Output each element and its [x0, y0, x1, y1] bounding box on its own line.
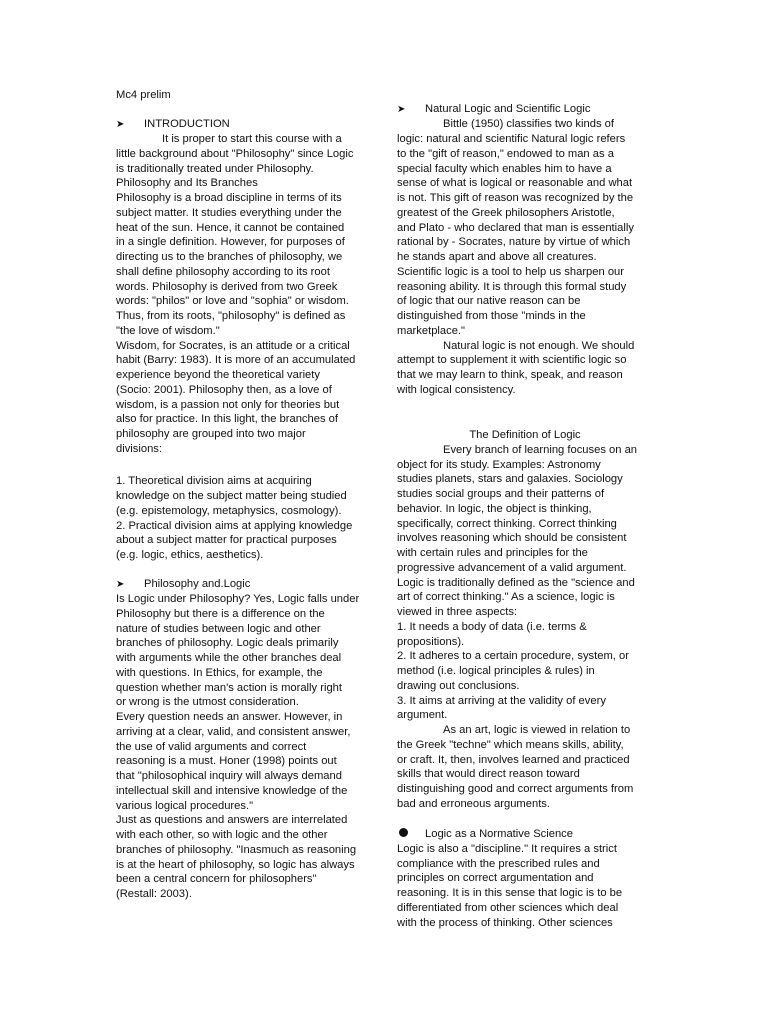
paragraph-line: Wisdom, for Socrates, is an attitude or a critical — [116, 340, 350, 352]
paragraph-line: branches of philosophy. Logic deals primarily — [116, 637, 339, 649]
paragraph-line: with logical consistency. — [397, 384, 516, 396]
list-item: 1. It needs a body of data (i.e. terms & — [397, 621, 587, 633]
paragraph-line: wisdom, is a passion not only for theories but — [116, 399, 340, 411]
paragraph-line: marketplace." — [397, 325, 466, 337]
introduction-heading: ➤ INTRODUCTION — [116, 117, 230, 133]
paragraph-line: As an art, logic is viewed in relation to — [443, 724, 631, 736]
paragraph-line: philosophy are grouped into two major — [116, 428, 306, 440]
paragraph-line: been a central concern for philosophers" — [116, 873, 317, 885]
paragraph-line: attempt to supplement it with scientific logic so — [397, 354, 627, 366]
list-item: 3. It aims at arriving at the validity of every — [397, 695, 606, 707]
paragraph-line: intellectual skill and intensive knowledge of the — [116, 785, 348, 797]
paragraph-line: is traditionally treated under Philosophy. — [116, 163, 314, 175]
list-item: 2. It adheres to a certain procedure, system, or — [397, 650, 629, 662]
paragraph-line: heat of the sun. Hence, it cannot be contained — [116, 222, 345, 234]
paragraph-line: little background about "Philosophy" since Logic — [116, 148, 354, 160]
paragraph-line: reasoning. It is in this sense that logic is to be — [397, 887, 623, 899]
paragraph-line: with each other, so with logic and the other — [116, 829, 328, 841]
paragraph-line: is at the heart of philosophy, so logic has always — [116, 859, 355, 871]
paragraph-line: Natural logic is not enough. We should — [443, 340, 635, 352]
list-item: 1. Theoretical division aims at acquiring — [116, 475, 312, 487]
paragraph-line: (Socio: 2001). Philosophy then, as a love of — [116, 384, 332, 396]
paragraph-line: also for practice. In this light, the branches of — [116, 413, 339, 425]
paragraph-line: of logic that our native reason can be — [397, 295, 581, 307]
paragraph-line: principles on correct argumentation and — [397, 872, 594, 884]
paragraph-line: Thus, from its roots, "philosophy" is defined as — [116, 310, 346, 322]
paragraph-line: with certain rules and principles for the — [397, 547, 588, 559]
paragraph-line: logic: natural and scientific Natural logic refers — [397, 133, 626, 145]
paragraph-line: differentiated from other sciences which deal — [397, 902, 619, 914]
paragraph-line: distinguished from those "minds in the — [397, 310, 586, 322]
paragraph-line: that we may learn to think, speak, and reason — [397, 369, 623, 381]
paragraph-line: Logic is traditionally defined as the "science and — [397, 577, 635, 589]
paragraph-line: habit (Barry: 1983). It is more of an accumulated — [116, 354, 356, 366]
round-bullet-icon — [399, 828, 408, 837]
paragraph-line: distinguishing good and correct arguments from — [397, 783, 634, 795]
paragraph-line: special faculty which enables him to have a — [397, 163, 612, 175]
list-item: propositions). — [397, 636, 465, 648]
paragraph-line: with questions. In Ethics, for example, the — [116, 667, 323, 679]
paragraph-line: words: "philos" or love and "sophia" or wisdom. — [116, 295, 349, 307]
definition-heading: The Definition of Logic — [469, 429, 581, 441]
paragraph-line: Philosophy is a broad discipline in terms of its — [116, 192, 342, 204]
paragraph-line: object for its study. Examples: Astronomy — [397, 459, 601, 471]
paragraph-line: sense of what is logical or reasonable and what — [397, 177, 633, 189]
paragraph-line: reasoning is a must. Honer (1998) points out — [116, 755, 337, 767]
paragraph-line: with arguments while the other branches deal — [116, 652, 342, 664]
list-item: about a subject matter for practical purposes — [116, 534, 337, 546]
paragraph-line: Bittle (1950) classifies two kinds of — [443, 118, 614, 130]
paragraph-line: the Greek "techne" which means skills, ability, — [397, 739, 624, 751]
paragraph-line: he stands apart and above all creatures. — [397, 251, 597, 263]
paragraph-line: greatest of the Greek philosophers Aristotle, — [397, 207, 615, 219]
paragraph-line: specifically, correct thinking. Correct thinking — [397, 518, 617, 530]
paragraph-line: Scientific logic is a tool to help us sharpen our — [397, 266, 624, 278]
list-item: knowledge on the subject matter being studied — [116, 490, 347, 502]
arrow-bullet-icon: ➤ — [116, 579, 125, 590]
paragraph-line: "the love of wisdom." — [116, 325, 220, 337]
paragraph-line: Philosophy but there is a difference on the — [116, 608, 325, 620]
list-item: method (i.e. logical principles & rules) in — [397, 665, 595, 677]
arrow-bullet-icon: ➤ — [116, 119, 125, 130]
paragraph-line: studies social groups and their patterns of — [397, 488, 605, 500]
paragraph-line: branches of philosophy. "Inasmuch as reasoning — [116, 844, 357, 856]
paragraph-line: in a single definition. However, for purposes of — [116, 236, 345, 248]
document-title: Mc4 prelim — [116, 89, 171, 101]
paragraph-line: progressive advancement of a valid argument. — [397, 562, 627, 574]
paragraph-line: behavior. In logic, the object is thinking, — [397, 503, 592, 515]
paragraph-line: divisions: — [116, 443, 163, 455]
philosophy-logic-heading: ➤ Philosophy and.Logic — [116, 577, 250, 593]
paragraph-line: to the "gift of reason," endowed to man as a — [397, 148, 614, 160]
paragraph-line: Logic is also a "discipline." It requires a strict — [397, 843, 617, 855]
arrow-bullet-icon: ➤ — [397, 104, 406, 115]
paragraph-line: question whether man's action is morally right — [116, 682, 342, 694]
paragraph-line: Every branch of learning focuses on an — [443, 444, 638, 456]
list-item: (e.g. epistemology, metaphysics, cosmology). — [116, 505, 342, 517]
paragraph-line: directing us to the branches of philosophy, we — [116, 251, 343, 263]
paragraph-line: studies planets, stars and galaxies. Sociology — [397, 473, 623, 485]
paragraph-line: experience beyond the theoretical variety — [116, 369, 320, 381]
paragraph-line: bad and erroneous arguments. — [397, 798, 550, 810]
section-heading: Philosophy and Its Branches — [116, 177, 258, 189]
list-item: drawing out conclusions. — [397, 680, 520, 692]
normative-science-heading: Logic as a Normative Science — [397, 827, 573, 842]
paragraph-line: shall define philosophy according to its root — [116, 266, 330, 278]
paragraph-line: or wrong is the utmost consideration. — [116, 696, 299, 708]
paragraph-line: Every question needs an answer. However, in — [116, 711, 343, 723]
paragraph-line: nature of studies between logic and other — [116, 623, 321, 635]
list-item: 2. Practical division aims at applying knowledge — [116, 520, 353, 532]
paragraph-line: compliance with the prescribed rules and — [397, 858, 600, 870]
paragraph-line: rational by - Socrates, nature by virtue of which — [397, 236, 631, 248]
paragraph-line: skills that would direct reason toward — [397, 768, 580, 780]
paragraph-line: It is proper to start this course with a — [162, 133, 342, 145]
paragraph-line: arriving at a clear, valid, and consistent answer, — [116, 726, 351, 738]
natural-logic-heading: ➤ Natural Logic and Scientific Logic — [397, 102, 590, 118]
paragraph-line: is not. This gift of reason was recognized by the — [397, 192, 634, 204]
paragraph-line: or craft. It, then, involves learned and practiced — [397, 754, 630, 766]
list-item: (e.g. logic, ethics, aesthetics). — [116, 549, 264, 561]
paragraph-line: subject matter. It studies everything under the — [116, 207, 342, 219]
paragraph-line: the use of valid arguments and correct — [116, 741, 307, 753]
paragraph-line: Just as questions and answers are interrelated — [116, 814, 348, 826]
paragraph-line: that "philosophical inquiry will always demand — [116, 770, 342, 782]
list-item: argument. — [397, 709, 448, 721]
paragraph-line: viewed in three aspects: — [397, 606, 518, 618]
paragraph-line: involves reasoning which should be consistent — [397, 532, 627, 544]
paragraph-line: various logical procedures." — [116, 800, 254, 812]
paragraph-line: with the process of thinking. Other sciences — [397, 917, 613, 929]
paragraph-line: (Restall: 2003). — [116, 888, 192, 900]
paragraph-line: art of correct thinking." As a science, logic is — [397, 591, 615, 603]
paragraph-line: words. Philosophy is derived from two Greek — [116, 281, 338, 293]
paragraph-line: and Plato - who declared that man is essentially — [397, 222, 634, 234]
paragraph-line: Is Logic under Philosophy? Yes, Logic falls under — [116, 593, 360, 605]
paragraph-line: reasoning ability. It is through this formal study — [397, 281, 627, 293]
